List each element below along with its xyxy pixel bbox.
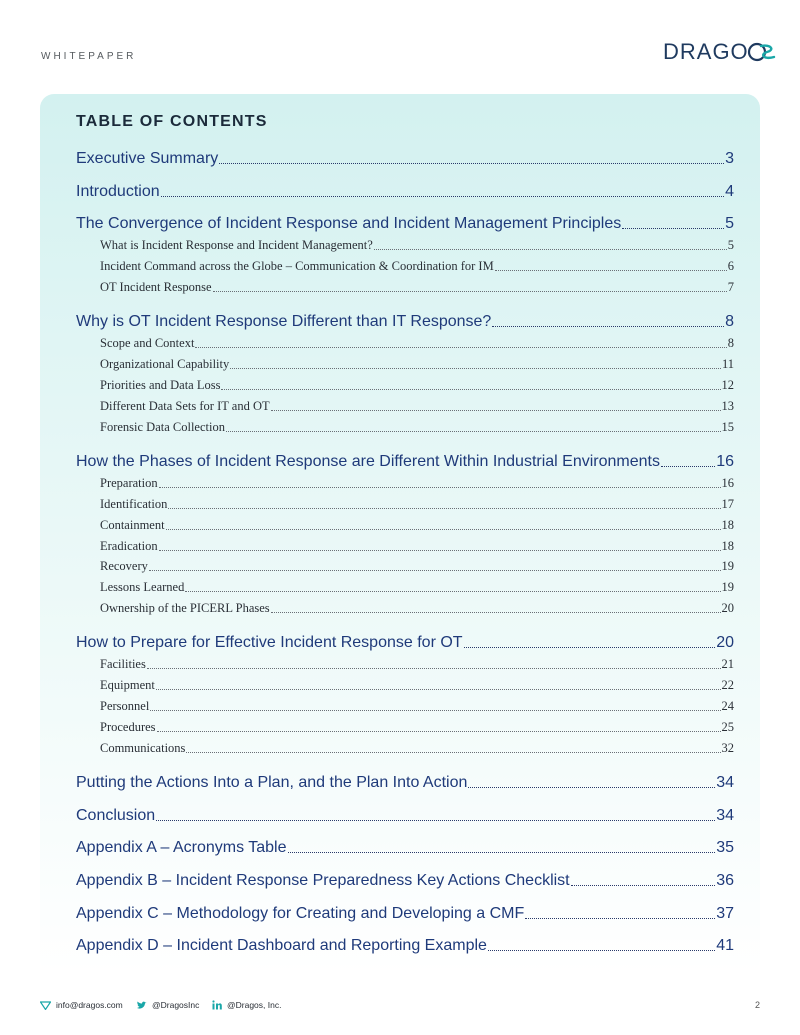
toc-entry-title: Why is OT Incident Response Different than IT Response?	[76, 313, 492, 331]
toc-entry-page: 21	[721, 657, 734, 672]
toc-entry-title: Organizational Capability	[100, 357, 230, 372]
toc-subentry[interactable]	[100, 334, 734, 351]
toc-entry-title: Lessons Learned	[100, 580, 185, 595]
toc-entry-page: 19	[721, 559, 734, 574]
toc-entry-page: 18	[721, 517, 734, 532]
toc-entry[interactable]	[76, 146, 734, 168]
dot-leader	[185, 591, 720, 592]
toc-subentry[interactable]	[100, 557, 734, 574]
toc-entry[interactable]	[76, 211, 734, 233]
dot-leader	[186, 752, 720, 753]
dot-leader	[166, 529, 721, 530]
toc-entry-title: Identification	[100, 496, 168, 511]
toc-subentry[interactable]	[100, 236, 734, 253]
toc-entry-page: 15	[721, 419, 734, 434]
toc-entry-page: 41	[716, 937, 734, 955]
dot-leader	[488, 950, 715, 951]
linkedin-icon	[212, 1000, 222, 1010]
dot-leader	[156, 689, 721, 690]
toc-subentry[interactable]	[100, 739, 734, 756]
toc-entry-page: 34	[716, 806, 734, 824]
toc-subentry[interactable]	[100, 257, 734, 274]
dot-leader	[157, 731, 721, 732]
dot-leader	[159, 487, 721, 488]
toc-subentry[interactable]	[100, 376, 734, 393]
toc-entry-title: Scope and Context	[100, 336, 195, 351]
toc-subentry[interactable]	[100, 718, 734, 735]
toc-entry-page: 34	[716, 773, 734, 791]
footer-twitter-text: @DragosInc	[152, 1000, 200, 1010]
logo-text: DRAGO	[663, 39, 749, 64]
toc-entry-title: What is Incident Response and Incident Management?	[100, 238, 373, 253]
dot-leader	[230, 368, 721, 369]
toc-entry-title: OT Incident Response	[100, 280, 212, 295]
twitter-icon	[136, 1001, 147, 1010]
dot-leader	[492, 326, 724, 327]
toc-entry-title: Equipment	[100, 678, 155, 693]
dot-leader	[495, 270, 727, 271]
toc-subentry[interactable]	[100, 676, 734, 693]
toc-entry-title: How the Phases of Incident Response are Different Within Industrial Environments	[76, 452, 660, 470]
dot-leader	[161, 196, 724, 197]
toc-entry-page: 25	[721, 719, 734, 734]
dot-leader	[525, 918, 715, 919]
toc-entry[interactable]	[76, 835, 734, 857]
dot-leader	[221, 389, 720, 390]
toc-entry-title: Personnel	[100, 699, 150, 713]
toc-entry[interactable]	[76, 630, 734, 652]
toc-entry-title: Appendix B – Incident Response Preparedness Key Actions Checklist	[76, 871, 570, 889]
footer-linkedin[interactable]	[212, 1000, 281, 1010]
dot-leader	[219, 163, 724, 164]
dot-leader	[147, 668, 721, 669]
toc-entry-page: 5	[725, 215, 734, 233]
toc-subentry[interactable]	[100, 474, 734, 491]
toc-entry-title: Ownership of the PICERL Phases	[100, 601, 270, 616]
toc-entry-title: Conclusion	[76, 806, 156, 824]
toc-entry-title: Forensic Data Collection	[100, 419, 225, 434]
dot-leader	[661, 466, 715, 467]
dot-leader	[149, 570, 721, 571]
footer-email-text: info@dragos.com	[56, 1000, 123, 1010]
toc-entry-title: Procedures	[100, 719, 156, 734]
dot-leader	[156, 820, 715, 821]
toc-entry-title: How to Prepare for Effective Incident Response for OT	[76, 634, 463, 652]
toc-entry-page: 20	[716, 634, 734, 652]
toc-entry-title: Eradication	[100, 538, 158, 553]
toc-entry[interactable]	[76, 449, 734, 471]
toc-entry-page: 19	[721, 580, 734, 595]
toc-entry-title: Recovery	[100, 559, 148, 574]
toc-entry-title: Incident Command across the Globe – Communication & Coordination for IM	[100, 259, 494, 274]
toc-subentry[interactable]	[100, 599, 734, 616]
toc-entry-title: Containment	[100, 517, 165, 532]
toc-entry-page: 37	[716, 904, 734, 922]
dragos-logo	[663, 40, 777, 64]
toc-entry-page: 20	[721, 601, 734, 616]
toc-entry-page: 13	[721, 398, 734, 413]
toc-entry-title: Executive Summary	[76, 150, 219, 167]
toc-entry-title: Different Data Sets for IT and OT	[100, 398, 270, 413]
toc-subentry[interactable]	[100, 655, 734, 672]
dot-leader	[168, 508, 720, 509]
toc-subentry[interactable]	[100, 355, 734, 372]
toc-entry-page: 16	[716, 452, 734, 470]
toc-entry[interactable]	[76, 309, 734, 331]
dot-leader	[271, 612, 721, 613]
toc-entry-page: 12	[721, 378, 734, 392]
toc-entry[interactable]	[76, 933, 734, 955]
dot-leader	[468, 787, 715, 788]
dot-leader	[374, 249, 727, 250]
toc-subentry[interactable]	[100, 697, 734, 714]
toc-entry-page: 8	[725, 313, 734, 331]
toc-entry-page: 6	[727, 259, 734, 274]
toc-subentry[interactable]	[100, 537, 734, 554]
dot-leader	[150, 710, 720, 711]
page-number: 2	[754, 1000, 760, 1010]
dot-leader	[288, 852, 716, 853]
toc-subentry[interactable]	[100, 516, 734, 533]
toc-entry-page: 8	[727, 336, 734, 351]
toc-entry-page: 16	[721, 475, 734, 490]
toc-entry-page: 24	[721, 699, 734, 713]
toc-entry-title: The Convergence of Incident Response and Incident Management Principles	[76, 215, 622, 233]
send-icon	[40, 1001, 51, 1010]
toc-entry-page: 11	[721, 357, 734, 372]
toc-title: TABLE OF CONTENTS	[76, 113, 268, 130]
toc-subentry[interactable]	[100, 278, 734, 295]
toc-entry-page: 32	[721, 740, 734, 755]
toc-entry-title: Priorities and Data Loss	[100, 378, 221, 392]
toc-subentry[interactable]	[100, 578, 734, 595]
toc-entry-title: Appendix A – Acronyms Table	[76, 839, 287, 857]
footer-linkedin-text: @Dragos, Inc.	[227, 1000, 282, 1010]
toc-subentry[interactable]	[100, 397, 734, 414]
dot-leader	[464, 647, 716, 648]
dot-leader	[213, 291, 727, 292]
toc-entry-page: 5	[727, 238, 734, 253]
toc-entry[interactable]	[76, 803, 734, 825]
dot-leader	[159, 550, 721, 551]
dot-leader	[226, 431, 721, 432]
toc-entry-title: Appendix D – Incident Dashboard and Reporting Example	[76, 937, 487, 955]
toc-entry[interactable]	[76, 901, 734, 923]
toc-entry-page: 4	[725, 182, 734, 200]
toc-entry-title: Communications	[100, 740, 186, 755]
document-type-label: WHITEPAPER	[41, 51, 137, 62]
dot-leader	[271, 410, 721, 411]
dot-leader	[195, 347, 726, 348]
toc-entry-title: Appendix C – Methodology for Creating and Developing a CMF	[76, 904, 525, 922]
toc-entry[interactable]	[76, 179, 734, 201]
toc-entry-page: 7	[727, 280, 734, 295]
footer-twitter[interactable]	[136, 1000, 199, 1010]
toc-entry-title: Putting the Actions Into a Plan, and the Plan Into Action	[76, 773, 468, 791]
toc-entry-page: 18	[721, 538, 734, 553]
dragos-s-mark-icon	[747, 40, 777, 64]
toc-entry[interactable]	[76, 868, 734, 890]
toc-entry[interactable]	[76, 770, 734, 792]
toc-entry-page: 17	[721, 496, 734, 511]
toc-entry-page: 36	[716, 871, 734, 889]
footer-email[interactable]	[40, 1000, 123, 1010]
toc-subentry[interactable]	[100, 495, 734, 512]
toc-entry-title: Preparation	[100, 475, 158, 490]
toc-entry-page: 3	[725, 150, 734, 167]
dot-leader	[622, 228, 724, 229]
toc-entry-title: Facilities	[100, 657, 146, 672]
dot-leader	[571, 885, 716, 886]
toc-entry-title: Introduction	[76, 182, 160, 200]
toc-subentry[interactable]	[100, 418, 734, 435]
toc-entry-page: 35	[716, 839, 734, 857]
toc-entry-page: 22	[721, 678, 734, 693]
